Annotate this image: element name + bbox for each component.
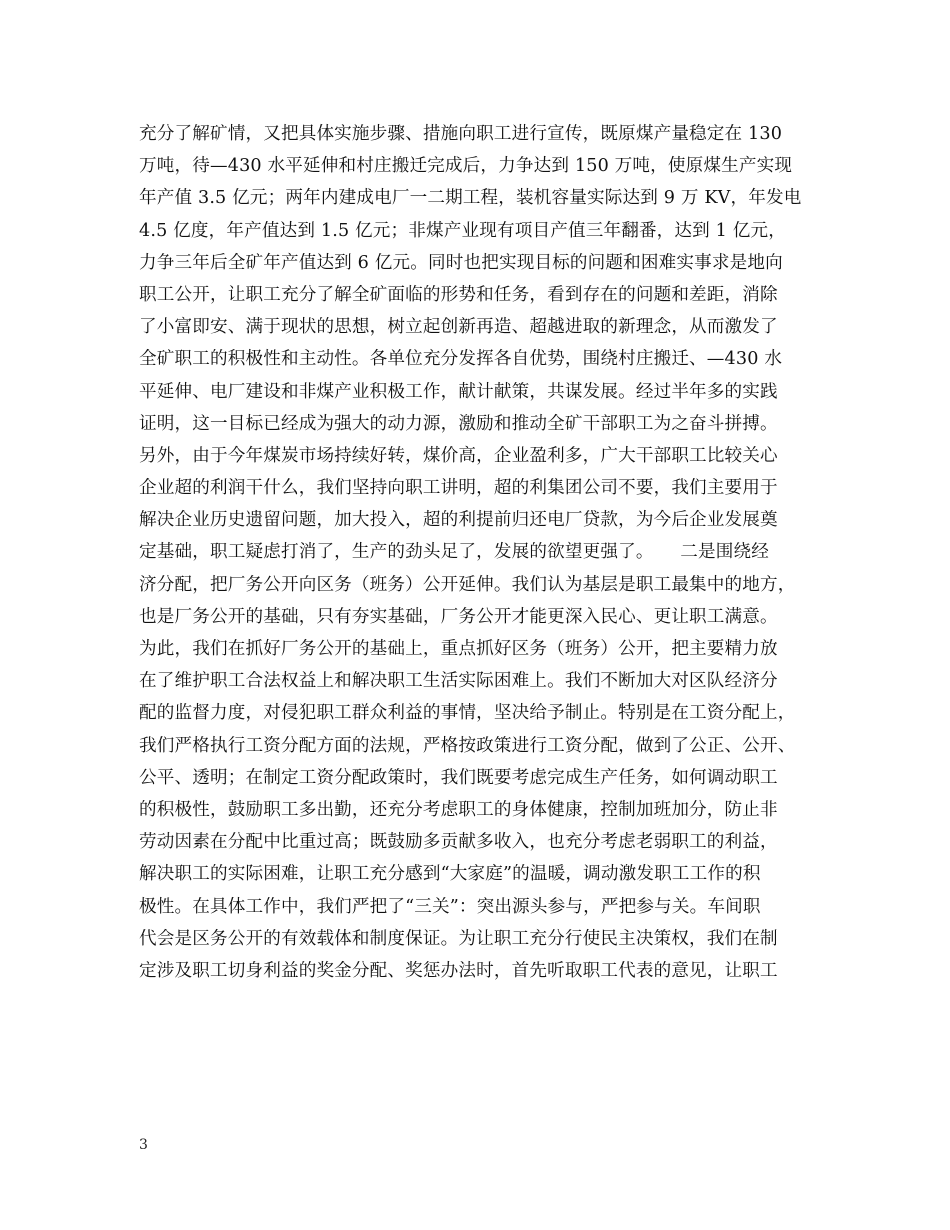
text-line: 在了维护职工合法权益上和解决职工生活实际困难上。我们不断加大对区队经济分 xyxy=(139,671,778,692)
text-line: 代会是区务公开的有效载体和制度保证。为让职工充分行使民主决策权，我们在制 xyxy=(139,928,778,949)
text-line: 极性。在具体工作中，我们严把了“三关”：突出源头参与，严把参与关。车间职 xyxy=(139,896,761,917)
text-line: 济分配，把厂务公开向区务（班务）公开延伸。我们认为基层是职工最集中的地方， xyxy=(139,574,796,595)
body-text xyxy=(139,118,829,987)
text-line: 劳动因素在分配中比重过高；既鼓励多贡献多收入，也充分考虑老弱职工的利益， xyxy=(139,832,778,853)
text-line: 了小富即安、满于现状的思想，树立起创新再造、超越进取的新理念，从而激发了 xyxy=(139,317,778,338)
text-line: 解决职工的实际困难，让职工充分感到“大家庭”的温暖，调动激发职工工作的积 xyxy=(139,864,761,885)
text-line: 4.5 亿度，年产值达到 1.5 亿元；非煤产业现有项目产值三年翻番，达到 1 亿元， xyxy=(139,220,786,241)
text-line: 定涉及职工切身利益的奖金分配、奖惩办法时，首先听取职工代表的意见，让职工 xyxy=(139,960,778,981)
text-line: 证明，这一目标已经成为强大的动力源，激励和推动全矿干部职工为之奋斗拼搏。 xyxy=(139,413,778,434)
text-line: 职工公开，让职工充分了解全矿面临的形势和任务，看到存在的问题和差距，消除 xyxy=(139,284,778,305)
page-number: 3 xyxy=(139,1137,148,1153)
text-line: 万吨，待—430 水平延伸和村庄搬迁完成后，力争达到 150 万吨，使原煤生产实现 xyxy=(139,156,793,177)
text-line: 的积极性，鼓励职工多出勤，还充分考虑职工的身体健康，控制加班加分，防止非 xyxy=(139,799,778,820)
text-line: 平延伸、电厂建设和非煤产业积极工作，献计献策，共谋发展。经过半年多的实践 xyxy=(139,381,778,402)
text-line: 定基础，职工疑虑打消了，生产的劲头足了，发展的欲望更强了。 二是围绕经 xyxy=(139,542,769,563)
text-line: 年产值 3.5 亿元；两年内建成电厂一二期工程，装机容量实际达到 9 万 KV，年发电 xyxy=(139,188,802,209)
text-line: 另外，由于今年煤炭市场持续好转，煤价高，企业盈利多，广大干部职工比较关心 xyxy=(139,445,778,466)
text-line: 充分了解矿情，又把具体实施步骤、措施向职工进行宣传，既原煤产量稳定在 130 xyxy=(139,124,783,144)
text-line: 全矿职工的积极性和主动性。各单位充分发挥各自优势，围绕村庄搬迁、—430 水 xyxy=(139,349,783,370)
text-line: 力争三年后全矿年产值达到 6 亿元。同时也把实现目标的问题和困难实事求是地向 xyxy=(139,252,783,273)
text-line: 企业超的利润干什么，我们坚持向职工讲明，超的利集团公司不要，我们主要用于 xyxy=(139,478,778,499)
text-line: 为此，我们在抓好厂务公开的基础上，重点抓好区务（班务）公开，把主要精力放 xyxy=(139,639,778,659)
text-line: 解决企业历史遗留问题，加大投入，超的利提前归还电厂贷款，为今后企业发展奠 xyxy=(139,510,778,531)
text-line: 我们严格执行工资分配方面的法规，严格按政策进行工资分配，做到了公正、公开、 xyxy=(139,735,796,756)
text-line: 也是厂务公开的基础，只有夯实基础，厂务公开才能更深入民心、更让职工满意。 xyxy=(139,606,778,627)
text-line: 配的监督力度，对侵犯职工群众利益的事情，坚决给予制止。特别是在工资分配上， xyxy=(139,703,796,724)
text-line: 公平、透明；在制定工资分配政策时，我们既要考虑完成生产任务，如何调动职工 xyxy=(139,767,778,788)
